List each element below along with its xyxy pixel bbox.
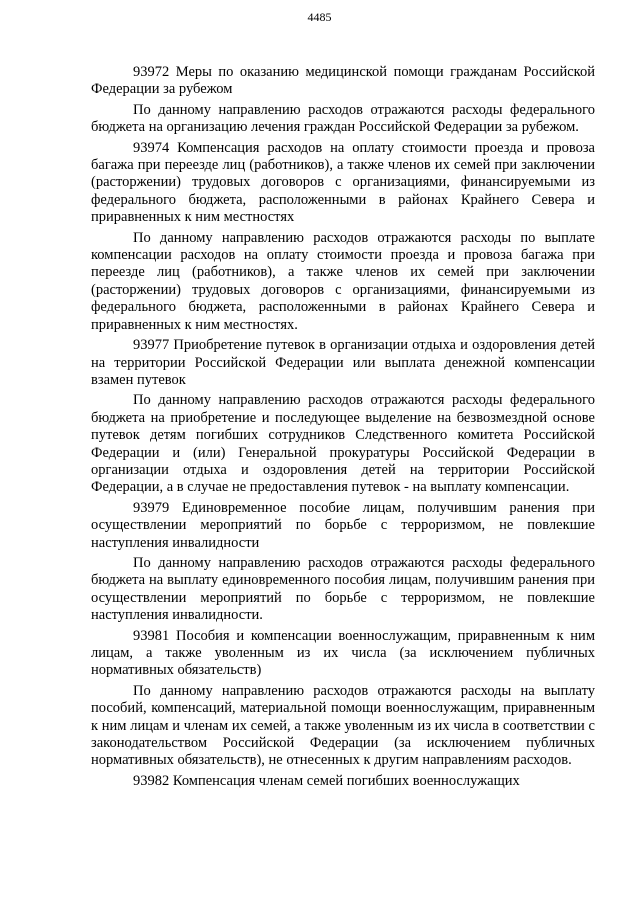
expense-code-heading: 93979 Единовременное пособие лицам, получившим ранения при осуществлении мероприятий по борьбе с терроризмом, не повлекшие наступления инвалидности [91,499,595,551]
expense-code-heading: 93982 Компенсация членам семей погибших военнослужащих [133,772,520,789]
expense-description: По данному направлению расходов отражаются расходы по выплате компенсации расходов на оплату стоимости проезда и провоза багажа при переезде лиц (работников), а также членов их семей при заключении (расторжении) трудовых договоров с организациями, финансируемыми из федерального бюджета, расположенными в районах Крайнего Севера и приравненных к ним местностях. [91,229,595,333]
expense-code-heading: 93972 Меры по оказанию медицинской помощи гражданам Российской Федерации за рубежом [91,64,595,98]
expense-description: По данному направлению расходов отражаются расходы федерального бюджета на организацию лечения граждан Российской Федерации за рубежом. [91,101,595,136]
expense-code-heading: 93981 Пособия и компенсации военнослужащим, приравненным к ним лицам, а также уволенным из их числа (за исключением публичных нормативных обязательств) [91,627,595,679]
document-body [91,64,595,793]
expense-description: По данному направлению расходов отражаются расходы федерального бюджета на приобретение и последующее выделение на безвозмездной основе путевок детям погибших сотрудников Следственного комитета Российской Федерации и (или) Генеральной прокуратуры Российской Федерации в организации отдыха и оздоровления детей на территории Российской Федерации, а в случае не предоставления путевок - на выплату компенсации. [91,392,595,496]
page-number: 4485 [307,10,332,24]
expense-description: По данному направлению расходов отражаются расходы федерального бюджета на выплату единовременного пособия лицам, получившим ранения при осуществлении мероприятий по борьбе с терроризмом, не повлекшие наступления инвалидности. [91,554,595,624]
expense-code-heading: 93974 Компенсация расходов на оплату стоимости проезда и провоза багажа при переезде лиц (работников), а также членов их семей при заключении (расторжении) трудовых договоров с организациями, финансируемыми из федерального бюджета, расположенными в районах Крайнего Севера и приравненных к ним местностях [91,139,595,226]
expense-code-heading: 93977 Приобретение путевок в организации отдыха и оздоровления детей на территории Российской Федерации или выплата денежной компенсации взамен путевок [91,337,595,388]
expense-description: По данному направлению расходов отражаются расходы на выплату пособий, компенсаций, материальной помощи военнослужащим, приравненным к ним лицам и членам их семей, а также уволенным из их числа в соответствии с законодательством Российской Федерации (за исключением публичных нормативных обязательств), не отнесенных к другим направлениям расходов. [91,682,595,769]
